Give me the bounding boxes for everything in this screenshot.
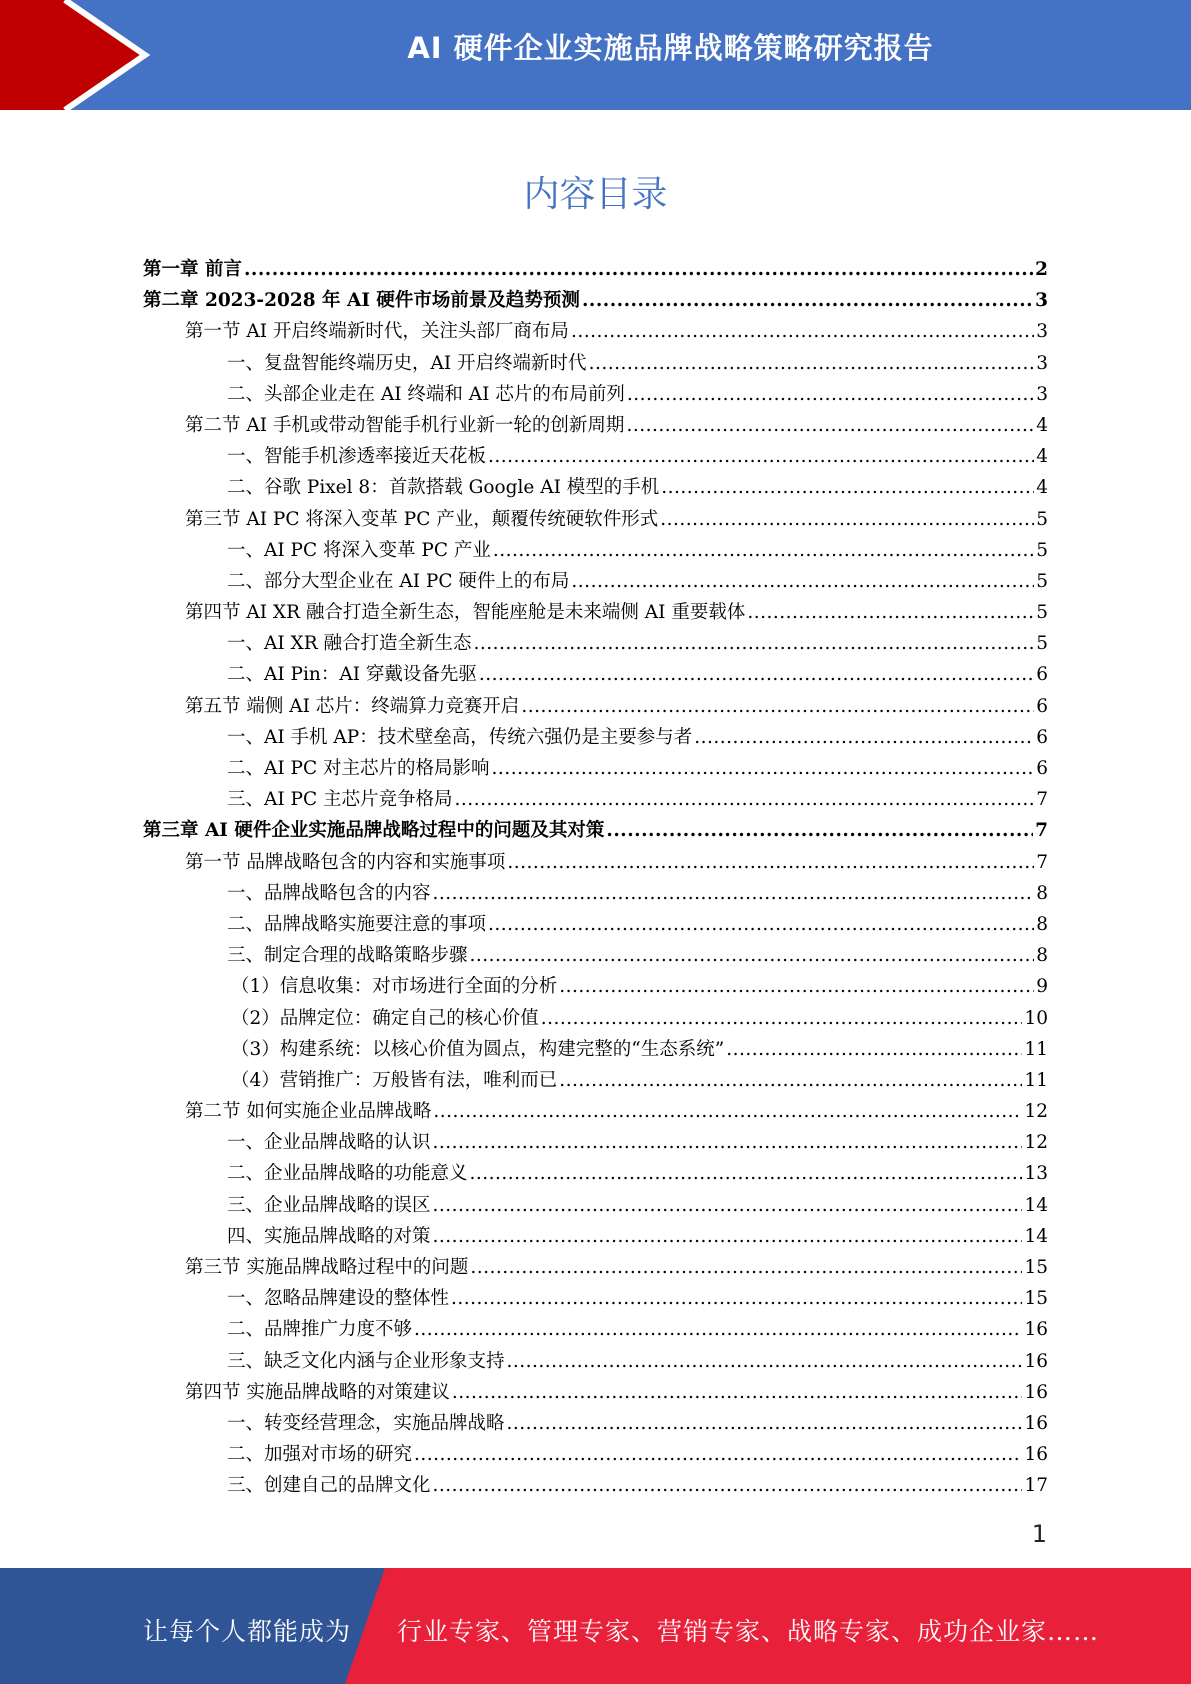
toc-entry-page: 14: [1024, 1225, 1048, 1247]
toc-leader-dots: [414, 1314, 1022, 1345]
toc-leader-dots: [606, 815, 1033, 846]
toc-leader-dots: [507, 847, 1034, 878]
toc-entry-text: 一、AI PC 将深入变革 PC 产业: [227, 539, 491, 561]
toc-entry-page: 16: [1024, 1412, 1048, 1434]
toc-entry-page: 5: [1036, 633, 1048, 655]
toc-entry[interactable]: [143, 722, 1048, 753]
toc-entry-page: 11: [1024, 1069, 1048, 1091]
report-title: AI 硬件企业实施品牌战略策略研究报告: [407, 31, 934, 65]
toc-entry-page: 3: [1036, 383, 1048, 405]
toc-entry-text: 一、转变经营理念，实施品牌战略: [227, 1412, 505, 1434]
toc-entry-text: （1）信息收集：对市场进行全面的分析: [231, 976, 558, 998]
toc-entry[interactable]: [143, 691, 1048, 722]
toc-entry-text: 一、忽略品牌建设的整体性: [227, 1288, 450, 1310]
toc-leader-dots: [433, 878, 1035, 909]
toc-entry-page: 2: [1035, 259, 1048, 280]
toc-entry[interactable]: [143, 1096, 1048, 1127]
toc-entry-text: 二、部分大型企业在 AI PC 硬件上的布局: [227, 570, 570, 592]
toc-leader-dots: [571, 316, 1034, 347]
toc-entry-page: 15: [1024, 1257, 1048, 1278]
toc-entry-text: 三、创建自己的品牌文化: [227, 1475, 431, 1497]
toc-entry[interactable]: [143, 1377, 1048, 1408]
toc-entry[interactable]: [143, 1034, 1048, 1065]
toc-entry[interactable]: [143, 1283, 1048, 1314]
toc-entry-text: 第二节 AI 手机或带动智能手机行业新一轮的创新周期: [185, 414, 625, 436]
toc-entry[interactable]: [143, 784, 1048, 815]
toc-entry[interactable]: [143, 628, 1048, 659]
toc-entry-page: 5: [1036, 602, 1048, 624]
toc-entry-text: 第三节 AI PC 将深入变革 PC 产业，颠覆传统硬软件形式: [185, 508, 659, 530]
toc-entry-page: 7: [1036, 789, 1048, 811]
page-header: [0, 0, 1191, 110]
toc-leader-dots: [244, 254, 1033, 285]
toc-entry[interactable]: [143, 566, 1048, 597]
toc-entry-page: 16: [1024, 1319, 1048, 1341]
toc-entry-text: 三、制定合理的战略策略步骤: [227, 945, 468, 967]
toc-entry[interactable]: [143, 254, 1048, 285]
toc-entry[interactable]: [143, 1314, 1048, 1345]
toc-entry-page: 11: [1024, 1038, 1048, 1060]
footer-slogan-right: 行业专家、管理专家、营销专家、战略专家、成功企业家……: [397, 1617, 1100, 1646]
toc-entry[interactable]: [143, 285, 1048, 316]
toc-leader-dots: [433, 1127, 1023, 1158]
toc-entry-page: 10: [1024, 1007, 1048, 1029]
table-of-contents: [143, 254, 1048, 1502]
toc-entry-page: 9: [1036, 976, 1048, 998]
toc-entry-text: 二、AI PC 对主芯片的格局影响: [227, 758, 490, 779]
toc-entry-text: （4）营销推广：万般皆有法，唯利而已: [231, 1069, 558, 1091]
toc-entry[interactable]: [143, 1408, 1048, 1439]
toc-entry-page: 16: [1024, 1350, 1048, 1372]
toc-leader-dots: [451, 1283, 1022, 1314]
toc-entry[interactable]: [143, 535, 1048, 566]
toc-leader-dots: [470, 940, 1035, 971]
toc-entry-text: 第二节 如何实施企业品牌战略: [185, 1101, 432, 1123]
toc-entry-page: 12: [1024, 1132, 1048, 1154]
toc-leader-dots: [627, 379, 1034, 410]
toc-leader-dots: [559, 971, 1034, 1002]
toc-entry[interactable]: [143, 1158, 1048, 1189]
toc-entry-page: 6: [1036, 695, 1048, 717]
toc-entry-page: 4: [1036, 446, 1048, 468]
toc-leader-dots: [470, 1158, 1023, 1189]
toc-entry-text: 三、缺乏文化内涵与企业形象支持: [227, 1350, 505, 1372]
toc-entry-page: 4: [1036, 477, 1048, 499]
toc-entry[interactable]: [143, 659, 1048, 690]
toc-leader-dots: [589, 348, 1035, 379]
toc-entry[interactable]: [143, 971, 1048, 1002]
toc-entry-page: 8: [1036, 945, 1048, 967]
toc-entry-text: 一、复盘智能终端历史，AI 开启终端新时代: [227, 352, 587, 374]
toc-leader-dots: [488, 441, 1034, 472]
toc-entry[interactable]: [143, 1127, 1048, 1158]
toc-leader-dots: [479, 659, 1034, 690]
toc-leader-dots: [452, 1377, 1023, 1408]
toc-entry-page: 16: [1024, 1381, 1048, 1403]
toc-entry[interactable]: [143, 878, 1048, 909]
footer-slogan-left: 让每个人都能成为: [143, 1617, 352, 1646]
toc-entry-page: 3: [1036, 352, 1048, 374]
toc-entry-text: 第四节 实施品牌战略的对策建议: [185, 1381, 450, 1403]
toc-title: 内容目录: [523, 174, 668, 215]
toc-leader-dots: [541, 1003, 1023, 1034]
toc-entry-text: 三、企业品牌战略的误区: [227, 1194, 431, 1216]
toc-leader-dots: [433, 1190, 1023, 1221]
toc-entry-text: 三、AI PC 主芯片竞争格局: [227, 789, 453, 811]
toc-entry[interactable]: [143, 1439, 1048, 1470]
toc-leader-dots: [488, 909, 1034, 940]
toc-entry-page: 15: [1024, 1288, 1048, 1310]
toc-entry-text: 第一节 品牌战略包含的内容和实施事项: [185, 851, 506, 873]
toc-entry-text: 二、品牌推广力度不够: [227, 1319, 413, 1341]
toc-leader-dots: [694, 722, 1034, 753]
toc-entry-text: 第一节 AI 开启终端新时代，关注头部厂商布局: [185, 321, 569, 343]
toc-leader-dots: [521, 691, 1034, 722]
toc-entry-text: 一、品牌战略包含的内容: [227, 882, 431, 904]
toc-entry[interactable]: [143, 441, 1048, 472]
toc-entry-page: 8: [1036, 882, 1048, 904]
toc-entry-text: 第五节 端侧 AI 芯片：终端算力竞赛开启: [185, 695, 520, 717]
toc-entry-text: 一、智能手机渗透率接近天花板: [227, 446, 487, 468]
toc-leader-dots: [433, 1470, 1023, 1501]
toc-entry-text: 一、AI XR 融合打造全新生态: [227, 633, 472, 655]
toc-entry-page: 4: [1036, 414, 1048, 436]
toc-entry[interactable]: [143, 597, 1048, 628]
toc-leader-dots: [559, 1065, 1022, 1096]
toc-entry-text: 第一章 前言: [143, 259, 242, 280]
page-footer: [0, 1568, 1191, 1684]
toc-leader-dots: [455, 784, 1035, 815]
toc-entry-text: 一、AI 手机 AP：技术壁垒高，传统六强仍是主要参与者: [227, 726, 693, 748]
toc-entry[interactable]: [143, 472, 1048, 503]
toc-entry-text: 四、实施品牌战略的对策: [227, 1225, 431, 1247]
toc-leader-dots: [571, 566, 1034, 597]
toc-entry[interactable]: [143, 504, 1048, 535]
toc-entry-page: 5: [1036, 539, 1048, 561]
toc-leader-dots: [747, 597, 1034, 628]
toc-entry-text: （2）品牌定位：确定自己的核心价值: [231, 1007, 539, 1029]
toc-leader-dots: [414, 1439, 1022, 1470]
toc-entry[interactable]: [143, 379, 1048, 410]
toc-entry-text: 第二章 2023-2028 年 AI 硬件市场前景及趋势预测: [143, 290, 580, 312]
toc-entry-page: 17: [1024, 1475, 1048, 1497]
toc-entry-page: 7: [1035, 820, 1048, 842]
toc-leader-dots: [470, 1252, 1022, 1283]
toc-entry[interactable]: [143, 1221, 1048, 1252]
toc-entry-page: 16: [1024, 1444, 1048, 1466]
toc-entry[interactable]: [143, 753, 1048, 784]
toc-entry[interactable]: [143, 940, 1048, 971]
toc-entry[interactable]: [143, 348, 1048, 379]
toc-entry-page: 6: [1036, 664, 1048, 686]
toc-entry[interactable]: [143, 847, 1048, 878]
toc-leader-dots: [474, 628, 1035, 659]
toc-leader-dots: [433, 1096, 1022, 1127]
toc-entry-page: 7: [1036, 851, 1048, 873]
toc-entry[interactable]: [143, 410, 1048, 441]
toc-leader-dots: [433, 1221, 1023, 1252]
toc-leader-dots: [660, 504, 1034, 535]
toc-leader-dots: [726, 1034, 1022, 1065]
toc-entry[interactable]: [143, 1003, 1048, 1034]
toc-entry-page: 6: [1036, 726, 1048, 748]
toc-entry-page: 5: [1036, 508, 1048, 530]
toc-entry-page: 12: [1024, 1101, 1048, 1123]
toc-entry-text: 二、谷歌 Pixel 8：首款搭载 Google AI 模型的手机: [227, 477, 660, 499]
toc-leader-dots: [626, 410, 1034, 441]
toc-entry-page: 3: [1035, 290, 1048, 312]
toc-entry-text: 二、企业品牌战略的功能意义: [227, 1163, 468, 1185]
toc-entry[interactable]: [143, 1065, 1048, 1096]
toc-entry[interactable]: [143, 316, 1048, 347]
toc-leader-dots: [507, 1346, 1023, 1377]
toc-entry-page: 8: [1036, 913, 1048, 935]
toc-entry[interactable]: [143, 1190, 1048, 1221]
toc-leader-dots: [661, 472, 1034, 503]
toc-leader-dots: [582, 285, 1033, 316]
toc-entry[interactable]: [143, 909, 1048, 940]
toc-entry-text: 二、AI Pin：AI 穿戴设备先驱: [227, 664, 477, 686]
toc-leader-dots: [492, 753, 1035, 784]
toc-entry[interactable]: [143, 815, 1048, 846]
toc-entry-page: 3: [1036, 321, 1048, 343]
toc-entry-page: 5: [1036, 570, 1048, 592]
toc-entry[interactable]: [143, 1346, 1048, 1377]
toc-entry-text: 第四节 AI XR 融合打造全新生态，智能座舱是未来端侧 AI 重要载体: [185, 602, 746, 624]
toc-entry-text: 二、加强对市场的研究: [227, 1444, 413, 1466]
toc-leader-dots: [507, 1408, 1023, 1439]
toc-entry-page: 13: [1024, 1163, 1048, 1185]
page-number: 1: [1031, 1520, 1047, 1548]
toc-entry-page: 6: [1036, 758, 1048, 779]
toc-entry-text: 二、品牌战略实施要注意的事项: [227, 913, 487, 935]
toc-entry-text: （3）构建系统：以核心价值为圆点，构建完整的“生态系统”: [231, 1038, 725, 1060]
toc-entry-text: 二、头部企业走在 AI 终端和 AI 芯片的布局前列: [227, 383, 625, 405]
toc-entry[interactable]: [143, 1252, 1048, 1283]
toc-leader-dots: [493, 535, 1034, 566]
toc-entry-text: 第三章 AI 硬件企业实施品牌战略过程中的问题及其对策: [143, 820, 605, 842]
toc-entry-text: 第三节 实施品牌战略过程中的问题: [185, 1257, 469, 1278]
toc-entry[interactable]: [143, 1470, 1048, 1501]
toc-entry-page: 14: [1024, 1194, 1048, 1216]
toc-entry-text: 一、企业品牌战略的认识: [227, 1132, 431, 1154]
